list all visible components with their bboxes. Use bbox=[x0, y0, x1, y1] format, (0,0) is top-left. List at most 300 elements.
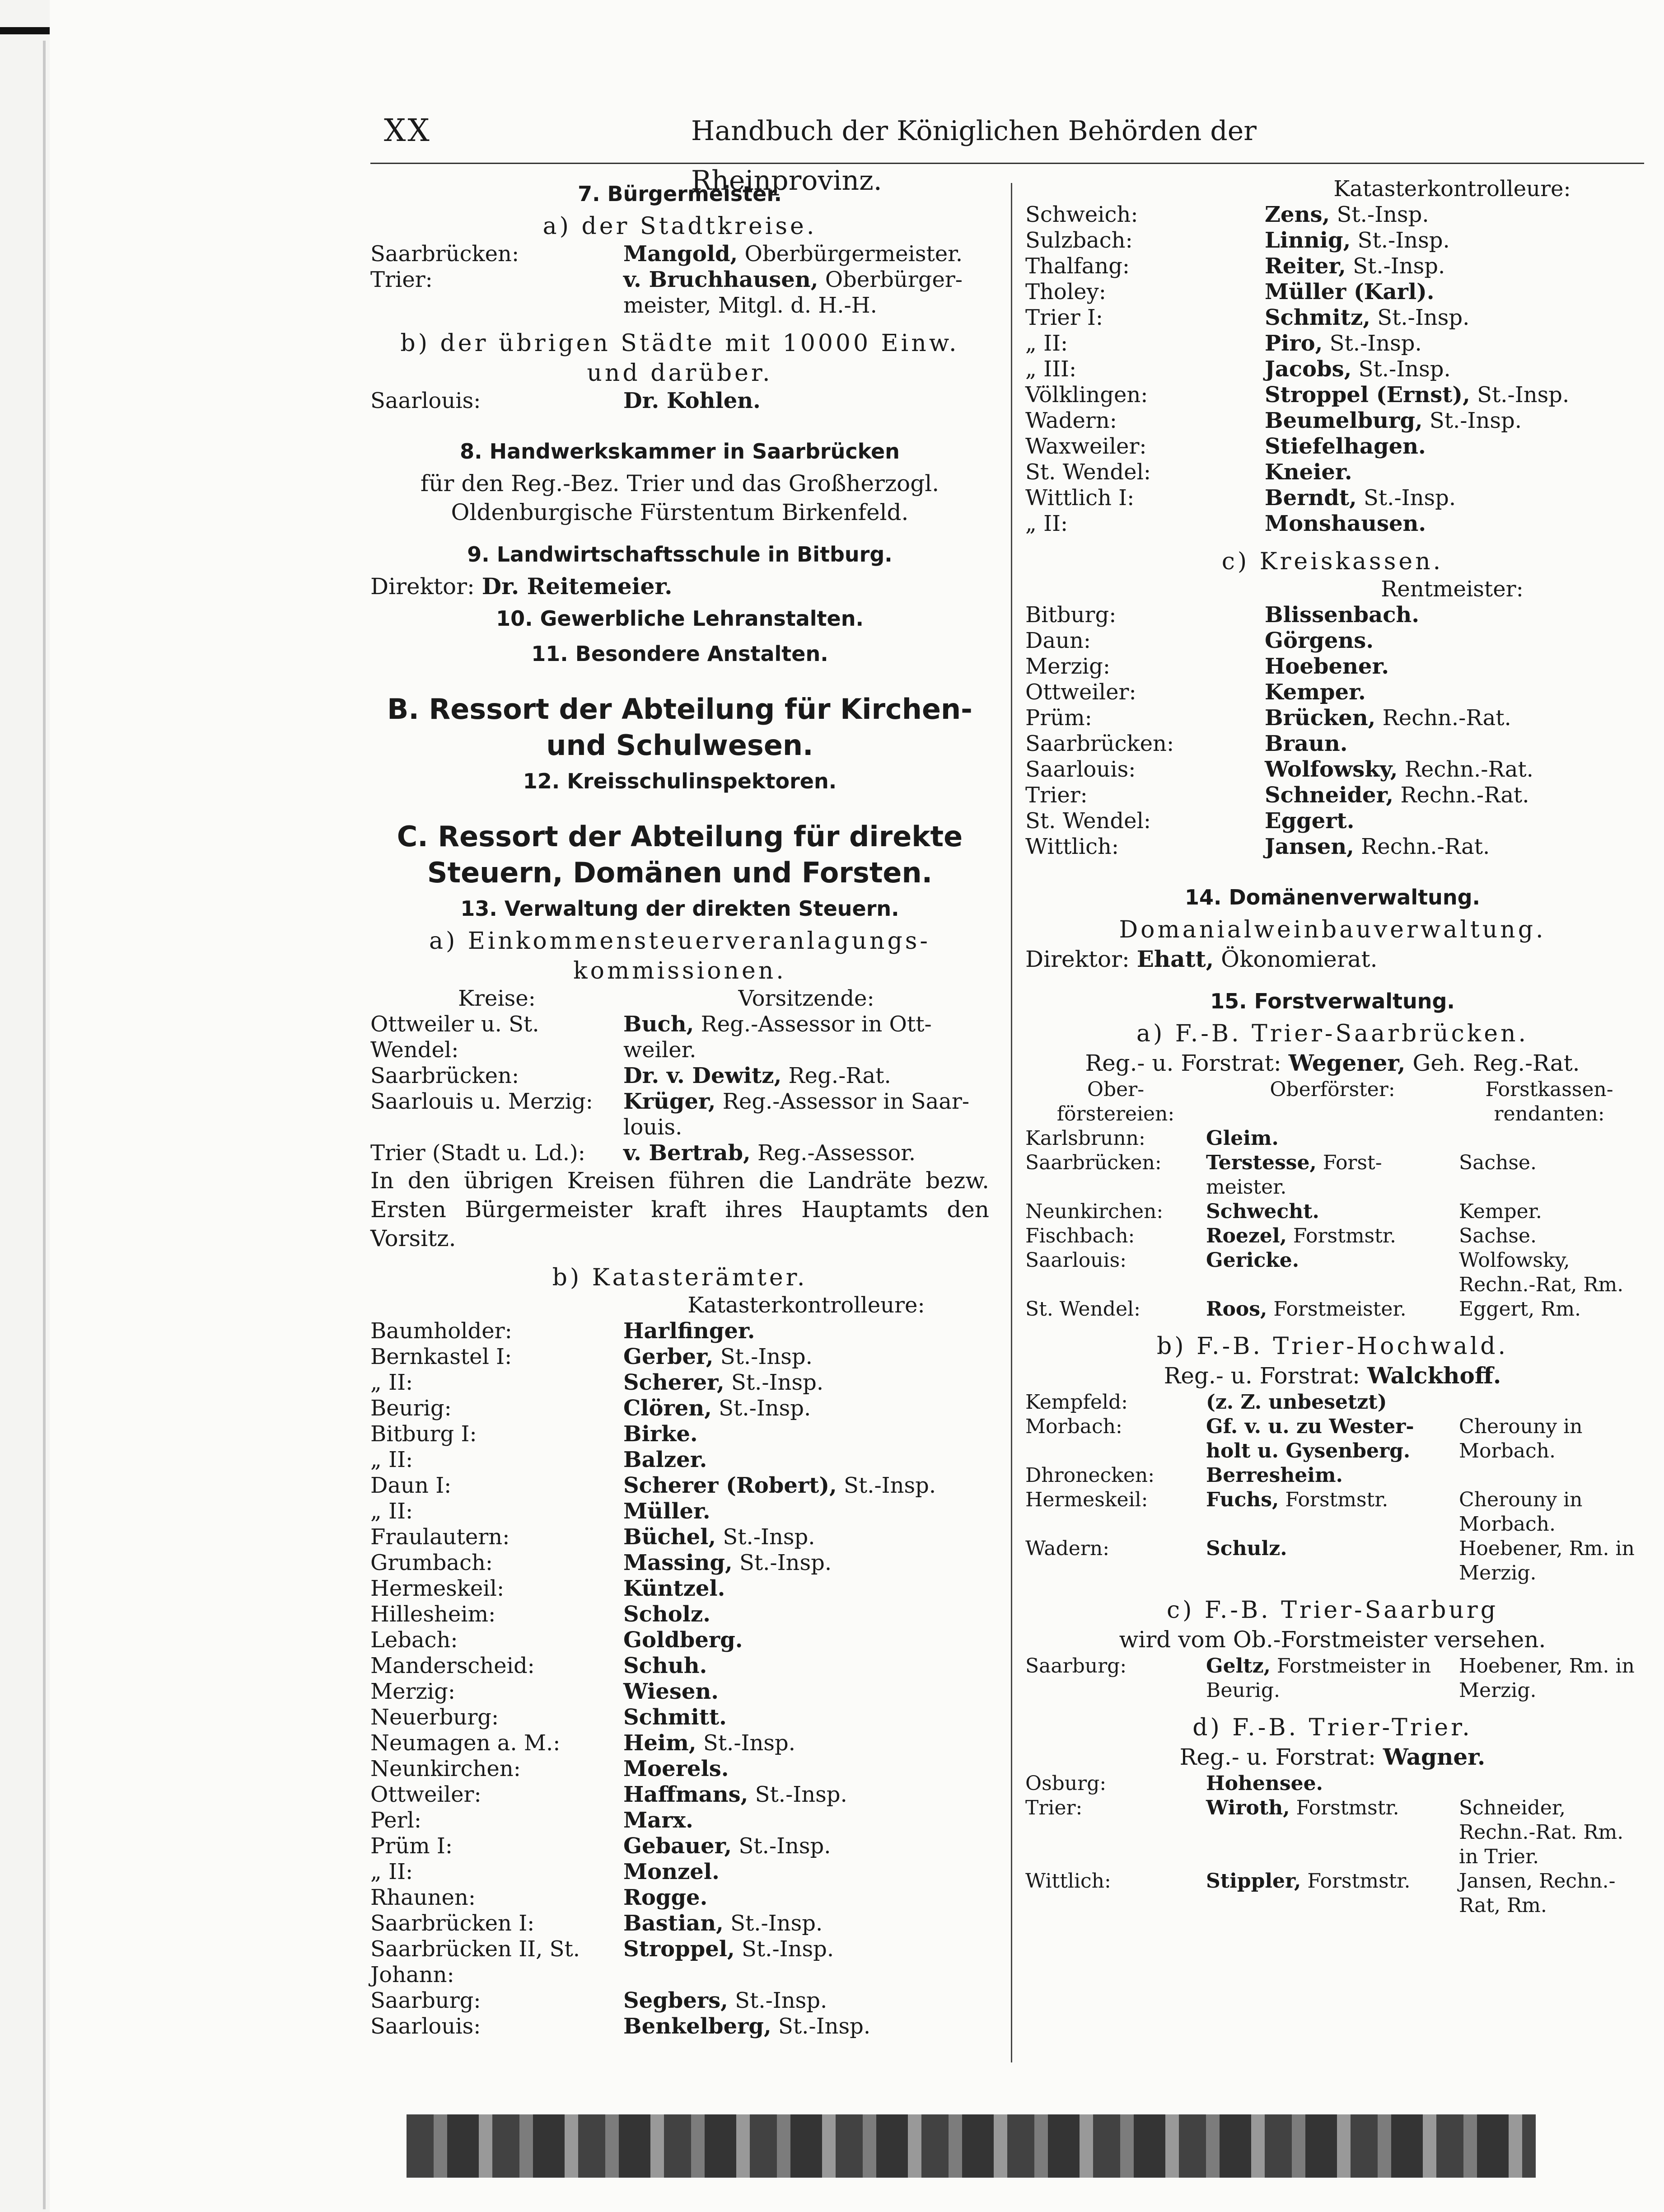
list-item bbox=[370, 1447, 989, 1473]
oberfoerster-name: Fuchs, bbox=[1206, 1488, 1279, 1511]
entry-name: Stroppel (Ernst), bbox=[1265, 382, 1470, 408]
forestry-d-table bbox=[1025, 1771, 1640, 1918]
entry-place: Fraulautern: bbox=[370, 1524, 510, 1550]
section-13b-list bbox=[370, 1318, 989, 2039]
entry-place: Ottweiler: bbox=[1025, 680, 1136, 705]
list-item bbox=[370, 1576, 989, 1602]
oberfoersterei: Saarburg: bbox=[1025, 1654, 1127, 1678]
section-14-director bbox=[1025, 945, 1640, 974]
section-14-title: 14. Domänenverwaltung. bbox=[1184, 885, 1481, 909]
oberfoersterei: Saarlouis: bbox=[1025, 1249, 1127, 1272]
entry-name: Piro, bbox=[1265, 331, 1323, 356]
entry-place: Thalfang: bbox=[1025, 253, 1130, 279]
table-row bbox=[1025, 1248, 1640, 1297]
entry-name: Dr. Kohlen. bbox=[623, 388, 761, 413]
entry-place: Hillesheim: bbox=[370, 1602, 496, 1627]
entry-place: Prüm I: bbox=[370, 1833, 453, 1859]
head-oberfoerstereien: Ober- förstereien: bbox=[1056, 1078, 1175, 1125]
entry-place: Daun: bbox=[1025, 628, 1091, 653]
section-13c-header-row bbox=[1025, 576, 1640, 602]
section-13b-heading: b) Katasterämter. bbox=[552, 1264, 808, 1291]
list-item bbox=[370, 1602, 989, 1627]
scan-mark bbox=[0, 27, 54, 34]
entry-place: Trier: bbox=[370, 267, 433, 292]
forstrat-label: Reg.- u. Forstrat: bbox=[1085, 1050, 1289, 1076]
list-item bbox=[370, 1524, 989, 1550]
table-row bbox=[1025, 1537, 1640, 1585]
entry-place: Ottweiler: bbox=[370, 1782, 481, 1807]
list-item bbox=[370, 1859, 989, 1885]
entry-name: Balzer. bbox=[623, 1447, 707, 1472]
table-row bbox=[1025, 1415, 1640, 1463]
oberfoerster-rank: Forst- meister. bbox=[1206, 1151, 1382, 1199]
forestry-b-table bbox=[1025, 1390, 1640, 1585]
column-head-katasterkontrolleure-cont: Katasterkontrolleure: bbox=[1333, 176, 1571, 202]
entry-value bbox=[623, 1012, 989, 1063]
forestry-b-forstrat bbox=[1025, 1361, 1640, 1390]
oberfoersterei: Trier: bbox=[1025, 1796, 1083, 1819]
oberfoerster-name: Roezel, bbox=[1206, 1224, 1287, 1247]
entry-value bbox=[623, 1089, 989, 1140]
entry-value bbox=[623, 1679, 989, 1705]
list-item bbox=[370, 1063, 989, 1089]
list-item bbox=[370, 1936, 989, 1988]
oberfoerster bbox=[1206, 1126, 1459, 1151]
entry-title: St.-Insp. bbox=[724, 1370, 824, 1395]
column-head-rentmeister: Rentmeister: bbox=[1381, 576, 1524, 602]
entry-title: St.-Insp. bbox=[716, 1524, 815, 1550]
entry-name: Dr. v. Dewitz, bbox=[623, 1063, 782, 1088]
list-item bbox=[1025, 628, 1640, 654]
oberfoerster-name: Geltz, bbox=[1206, 1654, 1271, 1678]
oberfoerster-rank: Forstmstr. bbox=[1290, 1796, 1399, 1819]
oberfoersterei: Wadern: bbox=[1025, 1537, 1110, 1560]
section-10-title: 10. Gewerbliche Lehranstalten. bbox=[496, 606, 864, 631]
entry-title: St.-Insp. bbox=[1470, 382, 1570, 408]
entry-place: Neuerburg: bbox=[370, 1705, 499, 1730]
oberfoersterei: Morbach: bbox=[1025, 1415, 1122, 1438]
section-13a-note: In den übrigen Kreisen führen die Landräte bezw. Ersten Bürgermeister kraft ihres Hauptamts den Vorsitz. bbox=[370, 1167, 989, 1251]
oberfoerster-name: Roos, bbox=[1206, 1298, 1267, 1321]
entry-value bbox=[623, 1705, 989, 1730]
entry-value bbox=[1265, 202, 1640, 228]
entry-title: St.-Insp. bbox=[1370, 305, 1470, 330]
list-item bbox=[370, 1988, 989, 2014]
rendant: Schneider, Rechn.-Rat. Rm. in Trier. bbox=[1459, 1796, 1624, 1868]
oberfoerster-name: Schwecht. bbox=[1206, 1200, 1319, 1223]
entry-place: „ II: bbox=[1025, 511, 1068, 536]
oberfoersterei: Kempfeld: bbox=[1025, 1391, 1128, 1414]
entry-place: Saarburg: bbox=[370, 1988, 481, 2013]
column-head-kreise: Kreise: bbox=[458, 986, 536, 1011]
rendant: Sachse. bbox=[1459, 1151, 1537, 1174]
oberfoerster bbox=[1206, 1248, 1459, 1297]
entry-value bbox=[623, 1730, 989, 1756]
section-7-title: 7. Bürgermeister. bbox=[578, 182, 782, 206]
entry-name: Harlfinger. bbox=[623, 1318, 755, 1344]
entry-value bbox=[1265, 356, 1640, 382]
entry-name: Marx. bbox=[623, 1808, 693, 1833]
entry-name: Scherer, bbox=[623, 1370, 724, 1395]
kataster-list-continued bbox=[1025, 202, 1640, 537]
entry-name: Scholz. bbox=[623, 1602, 711, 1627]
entry-value bbox=[623, 1421, 989, 1447]
entry-value bbox=[623, 1499, 989, 1524]
section-9-title: 9. Landwirtschaftsschule in Bitburg. bbox=[467, 542, 893, 567]
section-7a-heading: a) der Stadtkreise. bbox=[542, 213, 817, 240]
list-item bbox=[1025, 279, 1640, 305]
list-item bbox=[370, 1833, 989, 1859]
entry-name: Schneider, bbox=[1265, 783, 1394, 808]
entry-name: Schmitz, bbox=[1265, 305, 1370, 330]
entry-title: Reg.-Assessor in Saar- louis. bbox=[623, 1089, 970, 1140]
entry-value bbox=[623, 1627, 989, 1653]
entry-title: St.-Insp. bbox=[1422, 408, 1522, 433]
section-7a-list bbox=[370, 241, 989, 319]
list-item bbox=[370, 1550, 989, 1576]
entry-name: Kemper. bbox=[1265, 680, 1366, 705]
entry-title: St.-Insp. bbox=[732, 1550, 832, 1575]
entry-value bbox=[623, 1524, 989, 1550]
running-title: Handbuch der Königlichen Behörden der Rheinprovinz. bbox=[691, 115, 1257, 197]
entry-value bbox=[623, 1063, 989, 1089]
oberfoerster bbox=[1206, 1537, 1459, 1585]
list-item bbox=[370, 1089, 989, 1140]
entry-place: Beurig: bbox=[370, 1396, 452, 1421]
entry-name: Heim, bbox=[623, 1730, 696, 1756]
entry-name: Jansen, bbox=[1265, 834, 1354, 859]
entry-place: Tholey: bbox=[1025, 279, 1106, 305]
rendant: Eggert, Rm. bbox=[1459, 1298, 1581, 1321]
entry-place: Bitburg: bbox=[1025, 602, 1117, 628]
oberfoerster bbox=[1206, 1151, 1459, 1200]
entry-place: Perl: bbox=[370, 1808, 422, 1833]
oberfoersterei: Wittlich: bbox=[1025, 1870, 1111, 1893]
scan-artifact-bottom bbox=[407, 2114, 1536, 2178]
rendant bbox=[1459, 1463, 1640, 1488]
entry-value bbox=[623, 1370, 989, 1396]
entry-value bbox=[623, 1396, 989, 1421]
entry-name: Massing, bbox=[623, 1550, 733, 1575]
list-item bbox=[370, 1344, 989, 1370]
rendant bbox=[1459, 1390, 1640, 1415]
oberfoerster-name: Berresheim. bbox=[1206, 1464, 1343, 1487]
entry-title: St.-Insp. bbox=[713, 1344, 813, 1369]
entry-name: Schmitt. bbox=[623, 1705, 727, 1730]
entry-name: Reiter, bbox=[1265, 253, 1346, 279]
section-13b-header-row bbox=[370, 1293, 989, 1318]
forestry-c-heading: c) F.-B. Trier-Saarburg bbox=[1166, 1597, 1499, 1624]
list-item bbox=[370, 1756, 989, 1782]
head-oberfoerster: Oberförster: bbox=[1270, 1078, 1395, 1101]
forstrat-label: Reg.- u. Forstrat: bbox=[1179, 1744, 1383, 1770]
entry-place: Trier: bbox=[1025, 783, 1088, 808]
rendant: Jansen, Rechn.-Rat, Rm. bbox=[1459, 1870, 1616, 1917]
entry-place: Lebach: bbox=[370, 1627, 458, 1653]
entry-title: St.-Insp. bbox=[771, 2014, 871, 2039]
list-item bbox=[370, 1705, 989, 1730]
entry-place: „ II: bbox=[370, 1447, 413, 1472]
list-item bbox=[1025, 202, 1640, 228]
entry-value bbox=[623, 1447, 989, 1473]
entry-place: Daun I: bbox=[370, 1473, 452, 1498]
entry-place: Ottweiler u. St. Wendel: bbox=[370, 1012, 539, 1063]
list-item bbox=[370, 1808, 989, 1833]
oberfoerster bbox=[1206, 1488, 1459, 1537]
list-item bbox=[1025, 253, 1640, 279]
rendant: Hoebener, Rm. in Merzig. bbox=[1459, 1654, 1635, 1702]
oberfoerster bbox=[1206, 1224, 1459, 1248]
entry-title: St.-Insp. bbox=[1330, 202, 1429, 227]
entry-value bbox=[623, 2014, 989, 2039]
entry-place: „ II: bbox=[1025, 331, 1068, 356]
forstrat-label: Reg.- u. Forstrat: bbox=[1164, 1363, 1367, 1389]
entry-title: St.-Insp. bbox=[837, 1473, 936, 1498]
scan-margin-left bbox=[0, 0, 50, 2212]
entry-value bbox=[623, 1756, 989, 1782]
oberfoersterei: Osburg: bbox=[1025, 1772, 1107, 1795]
oberfoersterei: Neunkirchen: bbox=[1025, 1200, 1164, 1223]
scan-edge bbox=[43, 41, 46, 2209]
entry-place: Bitburg I: bbox=[370, 1421, 477, 1447]
list-item bbox=[370, 1730, 989, 1756]
entry-value bbox=[623, 1833, 989, 1859]
entry-place: Rhaunen: bbox=[370, 1885, 476, 1910]
column-head-katasterkontrolleure: Katasterkontrolleure: bbox=[687, 1293, 925, 1318]
oberfoersterei: Karlsbrunn: bbox=[1025, 1127, 1145, 1150]
forestry-a-table bbox=[1025, 1126, 1640, 1322]
entry-value bbox=[623, 241, 989, 267]
forestry-c-subtitle: wird vom Ob.-Forstmeister versehen. bbox=[1119, 1626, 1546, 1653]
section-7b-list bbox=[370, 388, 989, 414]
entry-place: Waxweiler: bbox=[1025, 434, 1147, 459]
section-13c-list bbox=[1025, 602, 1640, 860]
section-7b-heading: b) der übrigen Städte mit 10000 Einw. und darüber. bbox=[400, 330, 959, 387]
entry-title: Reg.-Assessor. bbox=[750, 1140, 916, 1166]
oberfoersterei: St. Wendel: bbox=[1025, 1298, 1140, 1321]
entry-value bbox=[623, 1885, 989, 1911]
entry-name: Müller (Karl). bbox=[1265, 279, 1435, 305]
list-item bbox=[370, 1653, 989, 1679]
head-forstkassenrendanten: Forstkassen- rendanten: bbox=[1485, 1078, 1613, 1125]
list-item bbox=[1025, 434, 1640, 459]
entry-name: Buch, bbox=[623, 1012, 694, 1037]
entry-title: St.-Insp. bbox=[748, 1782, 847, 1807]
entry-value bbox=[623, 1653, 989, 1679]
entry-value bbox=[623, 388, 989, 414]
entry-place: Saarbrücken I: bbox=[370, 1911, 535, 1936]
entry-value bbox=[623, 267, 989, 319]
rendant: Kemper. bbox=[1459, 1200, 1542, 1223]
oberfoerster-rank: Forstmeister in Beurig. bbox=[1206, 1654, 1431, 1702]
entry-title: St.-Insp. bbox=[696, 1730, 796, 1756]
list-item bbox=[370, 1885, 989, 1911]
table-row bbox=[1025, 1224, 1640, 1248]
entry-value bbox=[623, 1473, 989, 1499]
entry-value bbox=[1265, 511, 1640, 537]
director-rank: Ökonomierat. bbox=[1214, 946, 1378, 972]
entry-value bbox=[623, 1576, 989, 1602]
list-item bbox=[370, 1370, 989, 1396]
director-label: Direktor: bbox=[370, 573, 482, 600]
entry-place: Trier I: bbox=[1025, 305, 1103, 330]
rendant bbox=[1459, 1771, 1640, 1796]
forstrat-name: Wagner. bbox=[1383, 1743, 1486, 1770]
section-13-title: 13. Verwaltung der direkten Steuern. bbox=[460, 896, 899, 921]
list-item bbox=[1025, 382, 1640, 408]
oberfoerster-name: Gleim. bbox=[1206, 1127, 1279, 1150]
entry-name: Birke. bbox=[623, 1421, 698, 1447]
list-item bbox=[1025, 757, 1640, 783]
entry-name: v. Bertrab, bbox=[623, 1140, 751, 1166]
entry-place: Schweich: bbox=[1025, 202, 1138, 227]
forstrat-rank: Geh. Reg.-Rat. bbox=[1405, 1050, 1580, 1076]
entry-value bbox=[623, 1782, 989, 1808]
entry-value bbox=[623, 1988, 989, 2014]
entry-value bbox=[1265, 382, 1640, 408]
entry-name: Linnig, bbox=[1265, 228, 1351, 253]
entry-title: St.-Insp. bbox=[1346, 253, 1445, 279]
entry-title: Rechn.-Rat. bbox=[1398, 757, 1533, 782]
entry-place: Saarlouis: bbox=[370, 388, 481, 413]
entry-name: Scherer (Robert), bbox=[623, 1473, 837, 1498]
section-14-subtitle: Domanialweinbauverwaltung. bbox=[1119, 916, 1546, 943]
list-item bbox=[370, 1012, 989, 1063]
entry-value bbox=[1265, 808, 1640, 834]
section-12-title: 12. Kreisschulinspektoren. bbox=[523, 769, 837, 793]
forstrat-name: Walckhoff. bbox=[1367, 1362, 1501, 1389]
entry-place: St. Wendel: bbox=[1025, 808, 1151, 834]
list-item bbox=[1025, 654, 1640, 680]
oberfoerster bbox=[1206, 1415, 1459, 1463]
entry-name: Benkelberg, bbox=[623, 2014, 771, 2039]
list-item bbox=[1025, 731, 1640, 757]
entry-title: St.-Insp. bbox=[711, 1396, 811, 1421]
list-item bbox=[370, 2014, 989, 2039]
list-item bbox=[1025, 228, 1640, 253]
section-15-title: 15. Forstverwaltung. bbox=[1210, 989, 1455, 1013]
entry-value bbox=[623, 1936, 989, 1988]
list-item bbox=[370, 1473, 989, 1499]
list-item bbox=[1025, 408, 1640, 434]
entry-value bbox=[623, 1344, 989, 1370]
entry-name: Goldberg. bbox=[623, 1627, 743, 1653]
director-name: Dr. Reitemeier. bbox=[481, 573, 673, 600]
entry-title: Oberbürgermeister. bbox=[738, 241, 963, 267]
list-item bbox=[1025, 602, 1640, 628]
entry-name: Stroppel, bbox=[623, 1936, 735, 1962]
forestry-a-heading: a) F.-B. Trier-Saarbrücken. bbox=[1136, 1020, 1529, 1047]
column-head-vorsitzende: Vorsitzende: bbox=[738, 986, 874, 1011]
entry-name: Gerber, bbox=[623, 1344, 714, 1369]
rendant: Hoebener, Rm. in Merzig. bbox=[1459, 1537, 1635, 1584]
entry-name: Schuh. bbox=[623, 1653, 707, 1678]
oberfoerster bbox=[1206, 1771, 1459, 1796]
forestry-d-forstrat bbox=[1025, 1743, 1640, 1771]
forestry-c-table bbox=[1025, 1654, 1640, 1703]
entry-value bbox=[1265, 253, 1640, 279]
table-row bbox=[1025, 1126, 1640, 1151]
entry-value bbox=[1265, 485, 1640, 511]
oberfoerster-rank: Forstmeister. bbox=[1267, 1298, 1407, 1321]
oberfoerster bbox=[1206, 1869, 1459, 1918]
table-row bbox=[1025, 1200, 1640, 1224]
entry-value bbox=[1265, 331, 1640, 356]
entry-name: Müller. bbox=[623, 1499, 710, 1524]
oberfoerster bbox=[1206, 1297, 1459, 1322]
director-name: Ehatt, bbox=[1136, 946, 1214, 972]
entry-title: St.-Insp. bbox=[732, 1833, 831, 1859]
left-column bbox=[370, 176, 989, 2039]
entry-title: St.-Insp. bbox=[723, 1911, 823, 1936]
entry-title: Rechn.-Rat. bbox=[1375, 705, 1511, 731]
list-item bbox=[370, 1318, 989, 1344]
entry-title: St.-Insp. bbox=[1356, 485, 1456, 511]
table-row bbox=[1025, 1488, 1640, 1537]
entry-place: Saarbrücken: bbox=[1025, 731, 1174, 756]
entry-name: v. Bruchhausen, bbox=[623, 267, 818, 292]
table-row bbox=[1025, 1771, 1640, 1796]
oberfoerster-rank: Forstmstr. bbox=[1301, 1870, 1411, 1893]
oberfoerster-name: (z. Z. unbesetzt) bbox=[1206, 1391, 1387, 1414]
list-item bbox=[370, 1911, 989, 1936]
entry-value bbox=[1265, 228, 1640, 253]
entry-name: Beumelburg, bbox=[1265, 408, 1423, 433]
entry-value bbox=[1265, 434, 1640, 459]
entry-title: Oberbürger- meister, Mitgl. d. H.-H. bbox=[623, 267, 963, 318]
entry-name: Jacobs, bbox=[1265, 356, 1352, 382]
entry-name: Segbers, bbox=[623, 1988, 728, 2013]
table-row bbox=[1025, 1297, 1640, 1322]
oberfoersterei: Dhronecken: bbox=[1025, 1464, 1155, 1487]
forestry-table-header bbox=[1025, 1078, 1640, 1126]
entry-name: Wolfowsky, bbox=[1265, 757, 1398, 782]
entry-value bbox=[623, 1911, 989, 1936]
list-item bbox=[1025, 705, 1640, 731]
entry-value bbox=[1265, 731, 1640, 757]
entry-title: St.-Insp. bbox=[1351, 228, 1450, 253]
part-b-title: B. Ressort der Abteilung für Kirchen- und Schulwesen. bbox=[387, 693, 972, 762]
entry-place: Wadern: bbox=[1025, 408, 1117, 433]
list-item bbox=[1025, 834, 1640, 860]
entry-name: Stiefelhagen. bbox=[1265, 434, 1426, 459]
entry-place: Saarbrücken II, St. Johann: bbox=[370, 1936, 580, 1987]
entry-place: Manderscheid: bbox=[370, 1653, 535, 1678]
table-row bbox=[1025, 1654, 1640, 1703]
entry-name: Görgens. bbox=[1265, 628, 1374, 653]
table-row bbox=[1025, 1869, 1640, 1918]
entry-name: Mangold, bbox=[623, 241, 738, 267]
entry-title: St.-Insp. bbox=[728, 1988, 827, 2013]
entry-title: Reg.-Rat. bbox=[781, 1063, 891, 1088]
entry-value bbox=[623, 1859, 989, 1885]
entry-place: Wittlich: bbox=[1025, 834, 1119, 859]
entry-place: Wittlich I: bbox=[1025, 485, 1135, 511]
section-11-title: 11. Besondere Anstalten. bbox=[531, 642, 828, 666]
director-label: Direktor: bbox=[1025, 946, 1137, 972]
oberfoerster-name: Hohensee. bbox=[1206, 1772, 1323, 1795]
table-row bbox=[1025, 1151, 1640, 1200]
entry-name: Hoebener. bbox=[1265, 654, 1389, 679]
entry-value bbox=[623, 1140, 989, 1166]
entry-name: Küntzel. bbox=[623, 1576, 725, 1601]
section-13a-header-row bbox=[370, 986, 989, 1012]
list-item bbox=[1025, 305, 1640, 331]
entry-title: St.-Insp. bbox=[1351, 356, 1451, 382]
page-number: XX bbox=[384, 113, 431, 149]
entry-name: Clören, bbox=[623, 1396, 712, 1421]
list-item bbox=[370, 1679, 989, 1705]
